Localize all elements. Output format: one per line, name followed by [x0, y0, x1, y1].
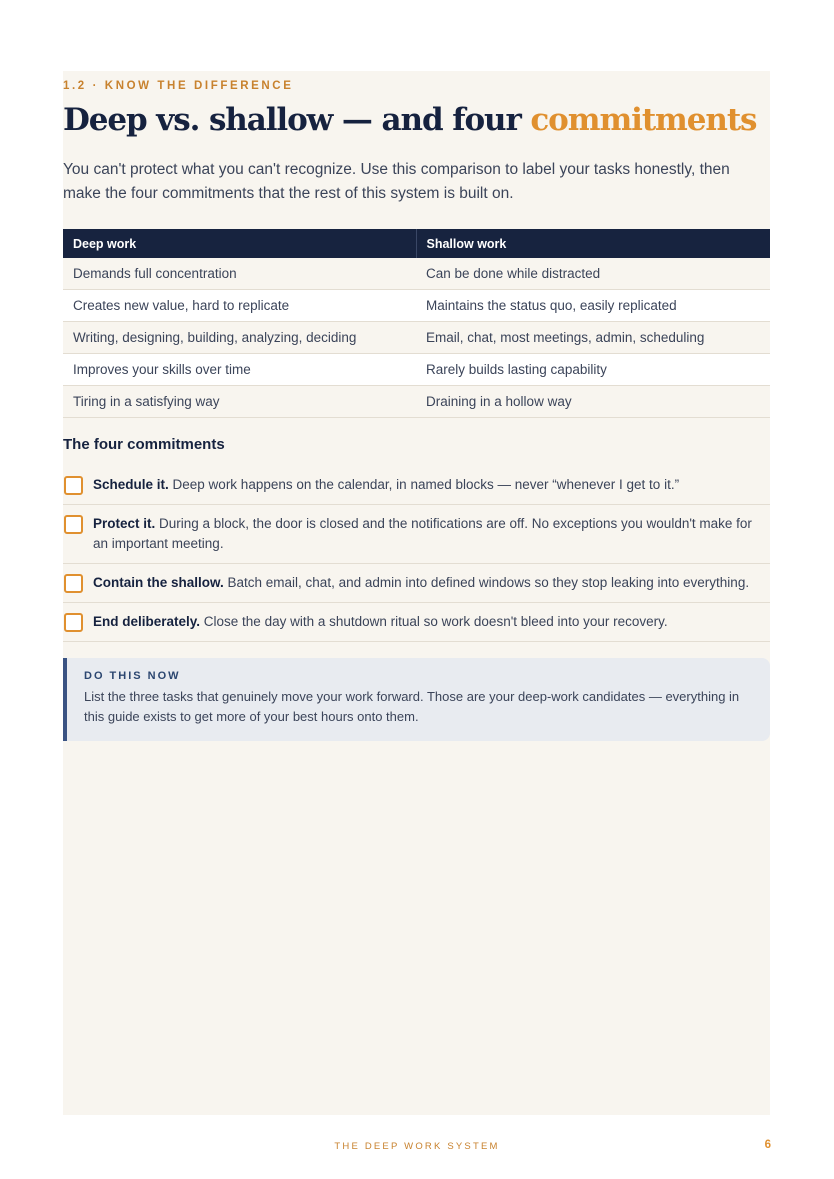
shallow-cell: Maintains the status quo, easily replicated	[416, 290, 770, 322]
header-deep-work: Deep work	[63, 229, 416, 258]
page-title	[63, 98, 756, 142]
checkbox-icon[interactable]	[64, 574, 83, 593]
callout-label: DO THIS NOW	[84, 670, 181, 682]
commitment-item-contain	[63, 564, 770, 603]
commitment-item-protect	[63, 505, 770, 564]
commitments-list	[63, 466, 770, 642]
footer-title: THE DEEP WORK SYSTEM	[334, 1141, 500, 1152]
header-shallow-work: Shallow work	[416, 229, 770, 258]
commitments-heading: The four commitments	[63, 436, 225, 453]
shallow-cell: Draining in a hollow way	[416, 386, 770, 418]
shallow-cell: Email, chat, most meetings, admin, scheduling	[416, 322, 770, 354]
table-row	[63, 354, 770, 386]
shallow-cell: Rarely builds lasting capability	[416, 354, 770, 386]
checkbox-icon[interactable]	[64, 476, 83, 495]
shallow-cell: Can be done while distracted	[416, 258, 770, 290]
table-header-row	[63, 229, 770, 258]
deep-cell: Tiring in a satisfying way	[63, 386, 416, 418]
commitment-lead: Schedule it.	[93, 477, 169, 492]
commitment-body: Close the day with a shutdown ritual so work doesn't bleed into your recovery.	[200, 614, 668, 629]
section-eyebrow: 1.2 · KNOW THE DIFFERENCE	[63, 80, 294, 92]
page-number: 6	[764, 1139, 771, 1151]
commitment-body: During a block, the door is closed and the notifications are off. No exceptions you wouldn't make for an important meeting.	[93, 516, 752, 551]
commitment-lead: End deliberately.	[93, 614, 201, 629]
commitment-item-schedule	[63, 466, 770, 505]
table-row	[63, 322, 770, 354]
do-this-now-callout	[63, 658, 770, 741]
deep-cell: Demands full concentration	[63, 258, 416, 290]
commitment-lead: Contain the shallow.	[93, 575, 224, 590]
title-main: Deep vs. shallow — and four	[63, 102, 531, 138]
commitment-body: Deep work happens on the calendar, in named blocks — never “whenever I get to it.”	[168, 477, 680, 492]
commitment-text	[93, 612, 770, 632]
commitment-item-end	[63, 603, 770, 642]
table-row	[63, 258, 770, 290]
deep-cell: Creates new value, hard to replicate	[63, 290, 416, 322]
checkbox-icon[interactable]	[64, 613, 83, 632]
comparison-table	[63, 229, 770, 418]
table-row	[63, 290, 770, 322]
commitment-text	[93, 475, 770, 495]
commitment-text	[93, 573, 770, 593]
checkbox-icon[interactable]	[64, 515, 83, 534]
commitment-lead: Protect it.	[93, 516, 156, 531]
deep-cell: Writing, designing, building, analyzing, deciding	[63, 322, 416, 354]
commitment-text	[93, 514, 770, 554]
intro-paragraph: You can't protect what you can't recognize. Use this comparison to label your tasks honestly, then make the four commitments that the rest of this system is built on.	[63, 161, 730, 202]
commitment-body: Batch email, chat, and admin into defined windows so they stop leaking into everything.	[223, 575, 750, 590]
callout-text: List the three tasks that genuinely move your work forward. Those are your deep-work candidates — everything in this guide exists to get more of your best hours onto them.	[84, 689, 740, 724]
table-row	[63, 386, 770, 418]
title-accent: commitments	[530, 102, 757, 138]
deep-cell: Improves your skills over time	[63, 354, 416, 386]
